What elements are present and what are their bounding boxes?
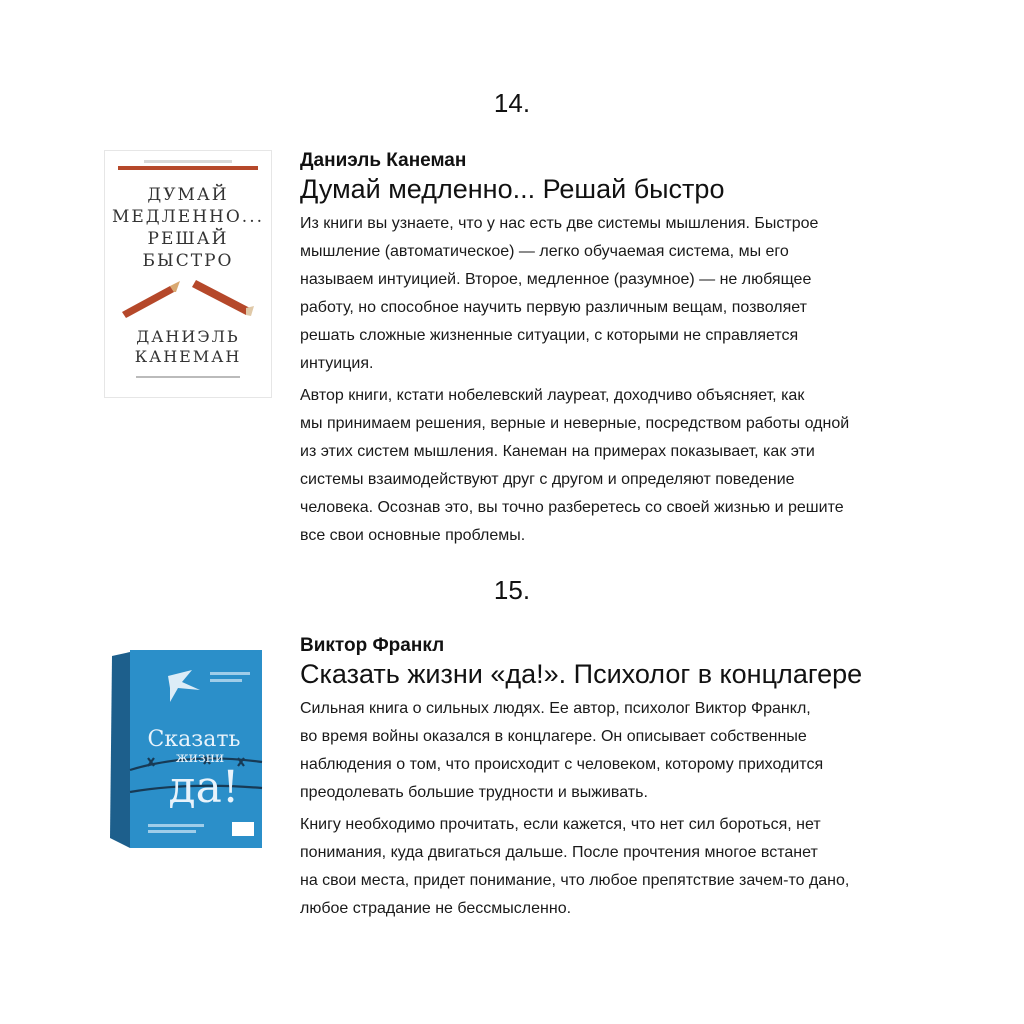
book-entry-14 (300, 150, 940, 554)
cover-title-line: Сказать (147, 727, 241, 752)
cover-author-line: ДАНИЭЛЬ (136, 327, 240, 346)
book-author: Даниэль Канеман (300, 150, 467, 171)
cover-spine (110, 652, 130, 848)
book-title: Думай медленно... Решай быстро (300, 174, 725, 204)
cover-accent-bar (118, 166, 258, 170)
book-description: Автор книги, кстати нобелевский лауреат, доходчиво объясняет, как мы принимаем решения, верные и неверные, посредством работы одной из этих систем мышления. Канеман на примерах показывает, как эти системы взаимодействуют друг с другом и определяют поведение человека. Осознав это, вы точно разберетесь со своей жизнью и решите все свои основные проблемы. (300, 387, 850, 544)
book-description: Книгу необходимо прочитать, если кажется, что нет сил бороться, нет понимания, куда двигаться дальше. После прочтения многое встанет на свои места, придет понимание, что любое препятствие зачем-то дано, любое страдание не бессмысленно. (300, 816, 850, 917)
book-description: Из книги вы узнаете, что у нас есть две системы мышления. Быстрое мышление (автоматическое) — легко обучаемая система, мы его называем интуицией. Второе, медленное (разумное) — не любящее работу, но способное научить первую различным вещам, позволяет решать сложные жизненные ситуации, с которыми не справляется интуиция. (300, 215, 819, 372)
book-cover-frankl (108, 642, 264, 852)
cover-title-line: ДУМАЙ (147, 185, 229, 205)
book-entry-15 (300, 635, 940, 927)
book-description: Сильная книга о сильных людях. Ее автор, психолог Виктор Франкл, во время войны оказался в концлагере. Он описывает собственные наблюдения о том, что происходит с человеком, которому приходится преодолевать большие трудности и выживать. (300, 700, 824, 801)
book-number: 14. (493, 88, 531, 118)
book-title: Сказать жизни «да!». Психолог в концлагере (300, 659, 863, 689)
cover-title-line: РЕШАЙ (147, 229, 229, 249)
book-number: 15. (493, 575, 531, 605)
book-cover-kahneman (104, 150, 272, 398)
publisher-logo (232, 822, 254, 836)
cover-author-line: КАНЕМАН (134, 347, 242, 366)
cover-title-line: БЫСТРО (142, 251, 234, 271)
book-author: Виктор Франкл (300, 635, 445, 656)
cover-title-line: да! (168, 762, 240, 813)
cover-title-line: жизни (175, 750, 225, 766)
cover-title-line: МЕДЛЕННО... (111, 207, 265, 227)
